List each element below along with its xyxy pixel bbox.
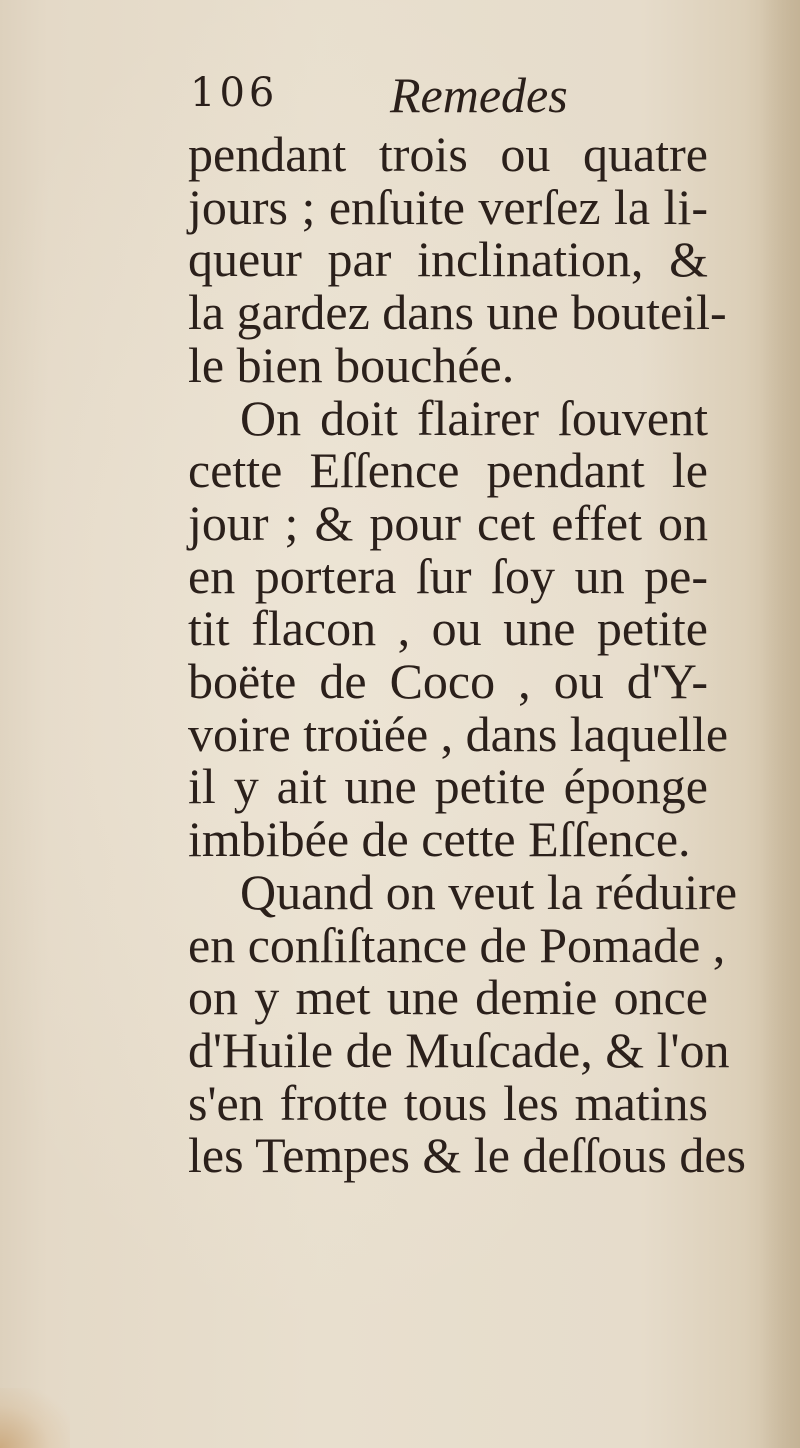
paragraph-3 xyxy=(188,863,746,1184)
text-line: cette Eſſence pendant le xyxy=(188,442,708,499)
body-text xyxy=(188,126,746,1184)
running-title: Remedes xyxy=(390,67,568,123)
text-line: la gardez dans une bouteil- xyxy=(188,284,727,341)
text-line: On doit flairer ſouvent xyxy=(240,389,708,446)
page-header xyxy=(190,67,610,130)
text-line: jour ; & pour cet effet on xyxy=(188,494,708,551)
text-line: voire troüée , dans laquelle xyxy=(188,705,729,762)
text-line: on y met une demie once xyxy=(188,969,708,1026)
text-line: il y ait une petite éponge xyxy=(188,758,708,815)
text-line: le bien bouchée. xyxy=(188,336,515,393)
paragraph-1 xyxy=(188,126,727,393)
text-line: pendant trois ou quatre xyxy=(188,126,708,182)
text-line: queur par inclination, & xyxy=(188,231,708,288)
text-line: imbibée de cette Eſſence. xyxy=(188,811,691,868)
page-number: 106 xyxy=(190,70,279,116)
text-line: tit flacon , ou une petite xyxy=(188,600,708,657)
text-line: en conſiſtance de Pomade , xyxy=(188,916,726,973)
text-line: les Tempes & le deſſous des xyxy=(188,1127,746,1184)
text-line: d'Huile de Muſcade, & l'on xyxy=(188,1021,730,1078)
text-line: Quand on veut la réduire xyxy=(240,863,738,920)
text-line: boëte de Coco , ou d'Y- xyxy=(188,653,708,710)
paragraph-2 xyxy=(188,389,729,868)
text-line: en portera ſur ſoy un pe- xyxy=(188,547,708,604)
paper-stain xyxy=(0,1388,70,1448)
text-line: s'en frotte tous les matins xyxy=(188,1074,708,1131)
text-line: jours ; enſuite verſez la li- xyxy=(188,178,708,235)
